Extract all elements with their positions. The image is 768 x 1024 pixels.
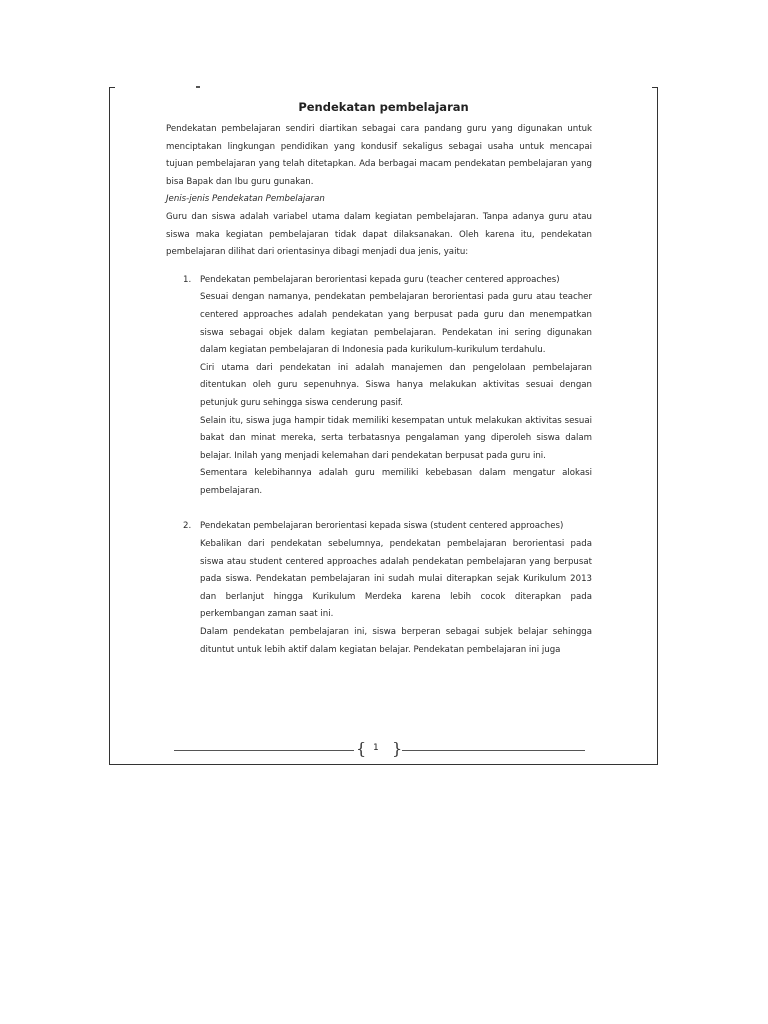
page-footer bbox=[174, 740, 585, 760]
document-body bbox=[166, 121, 592, 659]
list-item-paragraph: Ciri utama dari pendekatan ini adalah manajemen dan pengelolaan pembelajaran ditentukan oleh guru sepenuhnya. Siswa hanya melakukan aktivitas sesuai dengan petunjuk guru sehingga siswa cenderung pasif. bbox=[200, 362, 592, 408]
approach-list bbox=[166, 272, 592, 659]
footer-rule-right bbox=[402, 750, 585, 751]
list-item-paragraph: Kebalikan dari pendekatan sebelumnya, pendekatan pembelajaran berorientasi pada siswa atau student centered approaches adalah pendekatan pembelajaran yang berpusat pada siswa. Pendekatan pembelajaran ini sudah mulai diterapkan sejak Kurikulum 2013 dan berlanjut hingga Kurikulum Merdeka karena lebih cocok diterapkan pada perkembangan zaman saat ini. bbox=[200, 539, 592, 620]
list-item-title: Pendekatan pembelajaran berorientasi kepada guru (teacher centered approaches) bbox=[200, 274, 560, 285]
page-number: 1 bbox=[373, 743, 379, 753]
list-item-paragraph: Dalam pendekatan pembelajaran ini, siswa berperan sebagai subjek belajar sehingga dituntut untuk lebih aktif dalam kegiatan belajar. Pendekatan pembelajaran ini juga bbox=[200, 627, 592, 655]
left-brace-icon: { bbox=[356, 739, 367, 758]
right-brace-icon: } bbox=[392, 739, 403, 758]
list-item bbox=[166, 272, 592, 501]
list-item-paragraph: Sementara kelebihannya adalah guru memiliki kebebasan dalam mengatur alokasi pembelajaran. bbox=[200, 468, 592, 496]
list-item-number: 2. bbox=[183, 521, 192, 532]
list-item-title: Pendekatan pembelajaran berorientasi kepada siswa (student centered approaches) bbox=[200, 521, 564, 532]
page-corner-mark-left bbox=[109, 87, 115, 88]
list-item-paragraph: Sesuai dengan namanya, pendekatan pembelajaran berorientasi pada guru atau teacher centered approaches adalah pendekatan yang berpusat pada guru dan menempatkan siswa sebagai objek dalam kegiatan pembelajaran. Pendekatan ini sering digunakan dalam kegiatan pembelajaran di Indonesia pada kurikulum-kurikulum terdahulu. bbox=[200, 292, 592, 356]
intro-paragraph: Pendekatan pembelajaran sendiri diartikan sebagai cara pandang guru yang digunakan untuk menciptakan lingkungan pendidikan yang kondusif sekaligus sebagai usaha untuk mencapai tujuan pembelajaran yang telah ditetapkan. Ada berbagai macam pendekatan pembelajaran yang bisa Bapak dan Ibu guru gunakan. bbox=[166, 124, 592, 187]
list-item-number: 1. bbox=[183, 274, 192, 285]
section-subheading: Jenis-jenis Pendekatan Pembelajaran bbox=[166, 194, 325, 205]
list-item-paragraph: Selain itu, siswa juga hampir tidak memiliki kesempatan untuk melakukan aktivitas sesuai bakat dan minat mereka, serta terbatasnya pengalaman yang diperoleh siswa dalam belajar. Inilah yang menjadi kelemahan dari pendekatan berpusat pada guru ini. bbox=[200, 415, 592, 461]
page-corner-mark-right bbox=[652, 87, 658, 88]
list-item bbox=[166, 518, 592, 659]
footer-rule-left bbox=[174, 750, 354, 751]
document-page bbox=[109, 88, 658, 765]
section-intro-paragraph: Guru dan siswa adalah variabel utama dalam kegiatan pembelajaran. Tanpa adanya guru atau siswa maka kegiatan pembelajaran tidak dapat dilaksanakan. Oleh karena itu, pendekatan pembelajaran dilihat dari orientasinya dibagi menjadi dua jenis, yaitu: bbox=[166, 211, 592, 258]
page-top-mark bbox=[196, 86, 200, 88]
document-title: Pendekatan pembelajaran bbox=[298, 100, 469, 114]
